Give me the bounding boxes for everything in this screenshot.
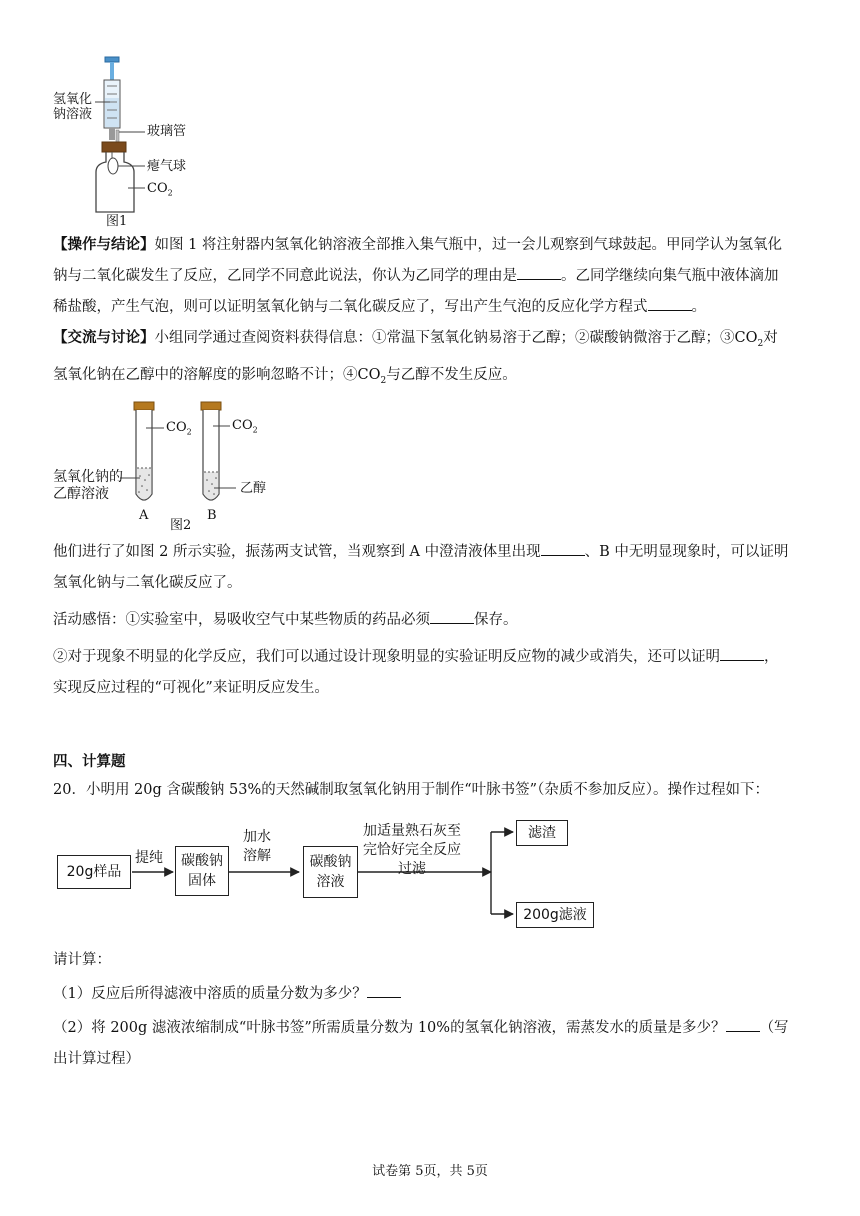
naoh-solution-label: 氢氧化 钠溶液 [53,92,93,122]
filtrate-box: 200g滤液 [516,902,594,928]
sample-box: 20g样品 [57,855,131,889]
ethanol-label: 乙醇 [240,481,267,496]
co2-label-a: $CO_2$ [166,420,192,437]
residue-box: 滤渣 [516,820,568,846]
figure-1-caption: 图1 [106,214,128,229]
solid-box: 碳酸钠 固体 [175,846,229,896]
operation-heading: 【操作与结论】 [53,236,155,253]
answer-blank-reason[interactable] [517,265,561,280]
answer-blank-equation[interactable] [648,296,692,311]
process-flow-diagram [55,818,615,933]
purify-label: 提纯 [135,850,163,866]
balloon-label: 瘪气球 [147,159,187,174]
answer-blank-storage[interactable] [430,609,474,624]
tube-b-label: B [207,508,217,523]
answer-blank-product[interactable] [720,646,764,661]
dissolve-label: 加水 溶解 [243,829,271,864]
figure-2-caption: 图2 [170,518,192,533]
discussion-heading: 【交流与讨论】 [53,329,155,346]
tube-a-label: A [139,508,149,523]
question-20-text: 20．小明用 20g 含碳酸钠 53%的天然碱制取氢氧化钠用于制作“叶脉书签”（杂质不参加反应）。操作过程如下： [53,782,770,798]
naoh-ethanol-label: 氢氧化钠的 乙醇溶液 [53,469,123,502]
figure-1 [50,52,220,232]
figure-2 [50,398,290,534]
answer-blank-mass-fraction[interactable] [367,983,401,998]
answer-blank-phenomenon[interactable] [541,541,585,556]
discussion-paragraph: 【交流与讨论】小组同学通过查阅资料获得信息：①常温下氢氧化钠易溶于乙醇；②碳酸钠微溶于乙醇；$③CO_2$对 氢氧化钠在乙醇中的溶解度的影响忽略不计；$④CO_2$与乙醇不发生反应。 [53,329,778,386]
co2-label: $CO_2$ [147,181,173,198]
insight-paragraph: 活动感悟：①实验室中，易吸收空气中某些物质的药品必须 保存。 ②对于现象不明显的化学反应，我们可以通过设计现象明显的实验证明反应物的减少或消失，还可以证明 ， 实现反应过程的“可视化”来证明反应发生。 [53,605,823,704]
section-heading: 四、计算题 [53,754,126,770]
page-footer: 试卷第 5页，共 5页 [372,1164,488,1179]
co2-label-b: $CO_2$ [232,418,258,435]
calculation-questions: 请计算： （1）反应后所得滤液中溶质的质量分数为多少？ （2）将 200g 滤液浓缩制成“叶脉书签”所需质量分数为 10%的氢氧化钠溶液，需蒸发水的质量是多少？ （写 出计算过程） [53,952,789,1067]
operation-paragraph: 【操作与结论】如图 1 将注射器内氢氧化钠溶液全部推入集气瓶中，过一会儿观察到气球鼓起。甲同学认为氢氧化 钠与二氧化碳发生了反应，乙同学不同意此说法，你认为乙同学的理由是 。乙同学继续向集气瓶中液体滴加 稀盐酸，产生气泡，则可以证明氢氧化钠与二氧化碳反应了，写出产生气泡的反应化学方程式 。 [53,236,782,315]
syringe-apparatus-diagram [50,52,220,232]
reaction-label: 加适量熟石灰至 完恰好完全反应 过滤 [363,823,461,877]
solution-box: 碳酸钠 溶液 [303,846,358,898]
experiment-paragraph: 他们进行了如图 2 所示实验，振荡两支试管，当观察到 A 中澄清液体里出现 、B 中无明显现象时，可以证明 氢氧化钠与二氧化碳反应了。 [53,537,823,599]
answer-blank-water-mass[interactable] [726,1017,760,1032]
glass-tube-label: 玻璃管 [147,124,187,139]
